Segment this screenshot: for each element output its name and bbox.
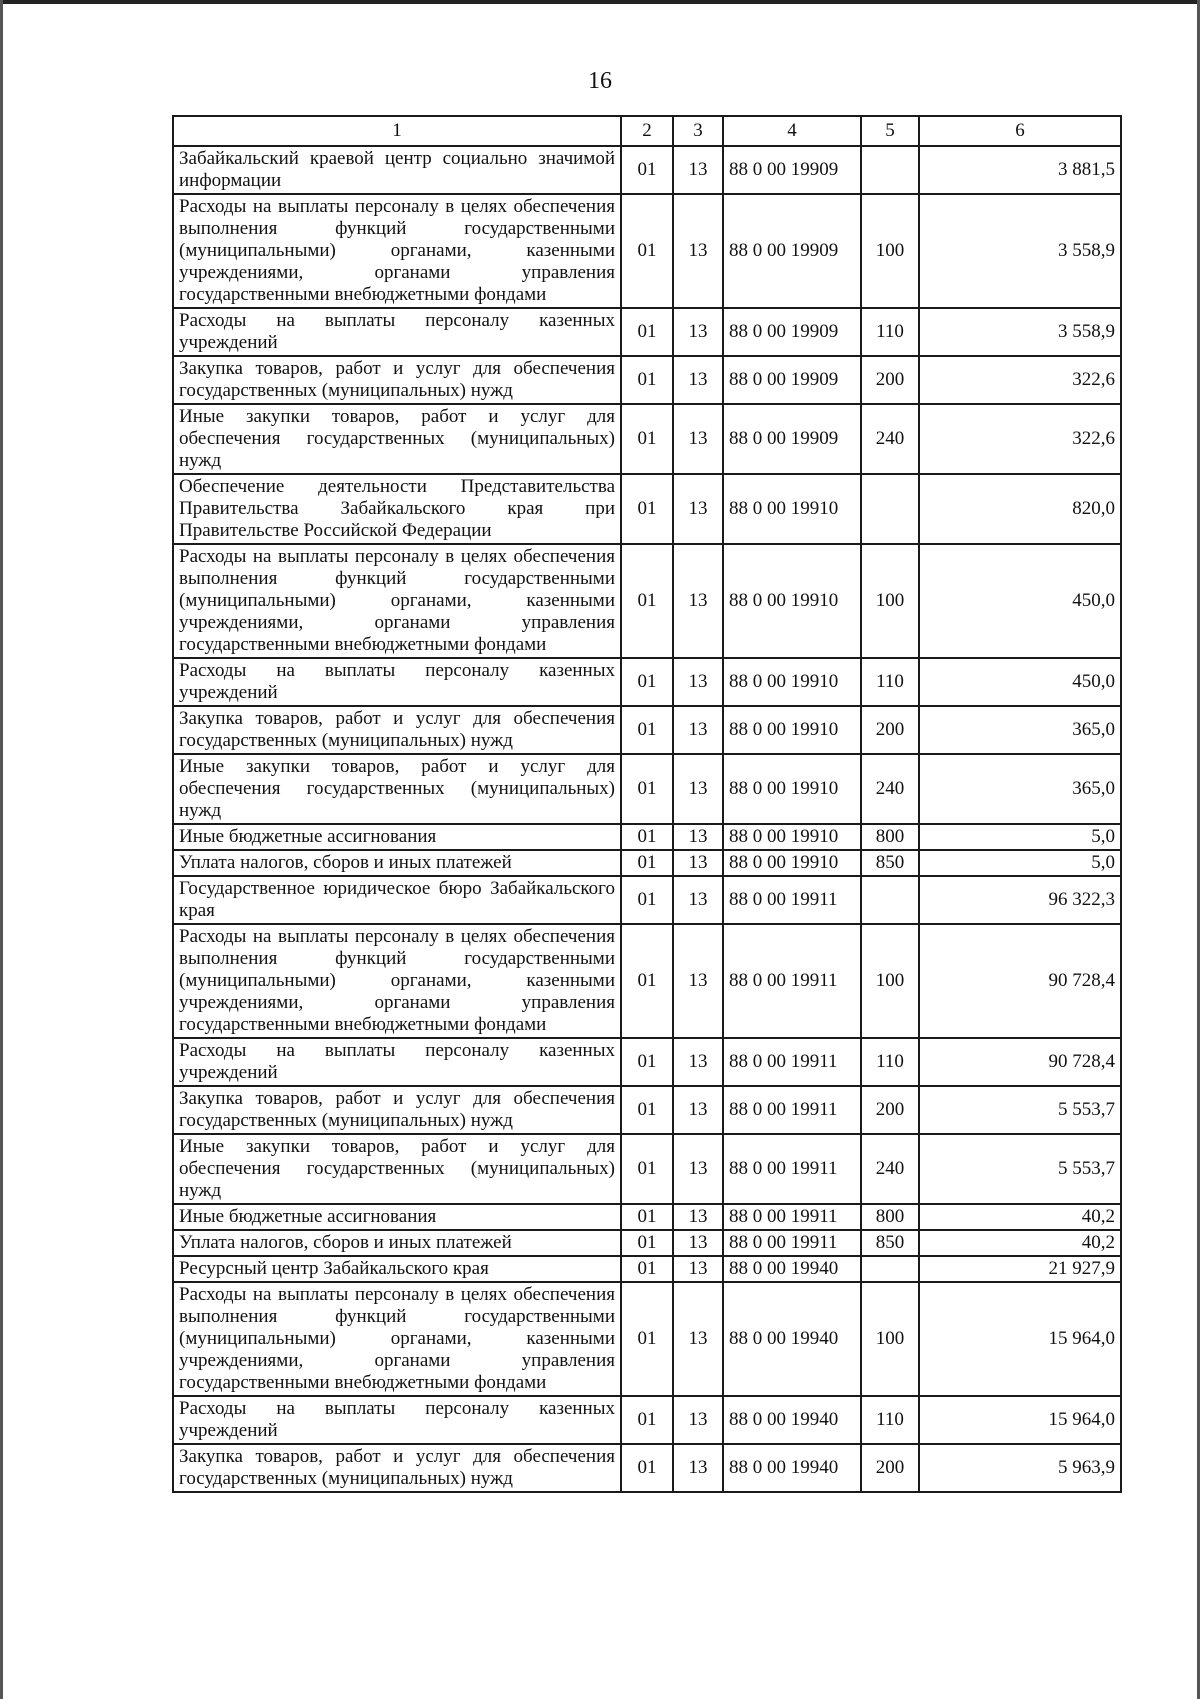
expense-name-cell: Расходы на выплаты персоналу в целях обеспечения выполнения функций государственными (муниципальными) органами, казенными учреждениями, органами управления государственными внебюджетными фондами (173, 1282, 621, 1396)
table-row (173, 1256, 1121, 1282)
subsection-code-cell: 13 (673, 1038, 723, 1086)
subsection-code-cell: 13 (673, 1134, 723, 1204)
amount-cell: 322,6 (919, 356, 1121, 404)
expense-type-cell: 110 (861, 658, 919, 706)
amount-cell: 3 558,9 (919, 308, 1121, 356)
expense-name-cell: Обеспечение деятельности Представительства Правительства Забайкальского края при Правительстве Российской Федерации (173, 474, 621, 544)
section-code-cell: 01 (621, 924, 673, 1038)
expense-name-cell: Уплата налогов, сборов и иных платежей (173, 1230, 621, 1256)
expense-type-cell: 850 (861, 850, 919, 876)
expense-name-cell: Иные закупки товаров, работ и услуг для обеспечения государственных (муниципальных) нужд (173, 754, 621, 824)
section-code-cell: 01 (621, 1086, 673, 1134)
section-code-cell: 01 (621, 1282, 673, 1396)
expense-type-cell (861, 474, 919, 544)
table-row (173, 1086, 1121, 1134)
expense-name-cell: Закупка товаров, работ и услуг для обеспечения государственных (муниципальных) нужд (173, 1444, 621, 1492)
subsection-code-cell: 13 (673, 308, 723, 356)
target-article-cell: 88 0 00 19940 (723, 1444, 861, 1492)
expense-name-cell: Закупка товаров, работ и услуг для обеспечения государственных (муниципальных) нужд (173, 706, 621, 754)
section-code-cell: 01 (621, 1444, 673, 1492)
expense-type-cell: 100 (861, 544, 919, 658)
amount-cell: 15 964,0 (919, 1282, 1121, 1396)
header-row (173, 116, 1121, 146)
table-row (173, 1230, 1121, 1256)
table-row (173, 1038, 1121, 1086)
section-code-cell: 01 (621, 1256, 673, 1282)
amount-cell: 40,2 (919, 1230, 1121, 1256)
column-header: 4 (723, 116, 861, 146)
expense-type-cell: 110 (861, 308, 919, 356)
section-code-cell: 01 (621, 146, 673, 194)
target-article-cell: 88 0 00 19910 (723, 544, 861, 658)
table-row (173, 1282, 1121, 1396)
subsection-code-cell: 13 (673, 194, 723, 308)
target-article-cell: 88 0 00 19909 (723, 146, 861, 194)
amount-cell: 40,2 (919, 1204, 1121, 1230)
target-article-cell: 88 0 00 19910 (723, 474, 861, 544)
table-row (173, 146, 1121, 194)
expense-name-cell: Иные закупки товаров, работ и услуг для обеспечения государственных (муниципальных) нужд (173, 1134, 621, 1204)
table-row (173, 194, 1121, 308)
expense-name-cell: Ресурсный центр Забайкальского края (173, 1256, 621, 1282)
expense-name-cell: Расходы на выплаты персоналу в целях обеспечения выполнения функций государственными (муниципальными) органами, казенными учреждениями, органами управления государственными внебюджетными фондами (173, 194, 621, 308)
section-code-cell: 01 (621, 544, 673, 658)
expense-type-cell: 240 (861, 404, 919, 474)
expense-name-cell: Расходы на выплаты персоналу казенных учреждений (173, 658, 621, 706)
scan-border-left (0, 0, 3, 1699)
expense-type-cell: 240 (861, 754, 919, 824)
expense-name-cell: Расходы на выплаты персоналу казенных учреждений (173, 1396, 621, 1444)
table-row (173, 1396, 1121, 1444)
amount-cell: 5 553,7 (919, 1086, 1121, 1134)
amount-cell: 450,0 (919, 658, 1121, 706)
expense-type-cell: 200 (861, 706, 919, 754)
column-header: 2 (621, 116, 673, 146)
target-article-cell: 88 0 00 19940 (723, 1282, 861, 1396)
target-article-cell: 88 0 00 19940 (723, 1396, 861, 1444)
subsection-code-cell: 13 (673, 1086, 723, 1134)
section-code-cell: 01 (621, 1038, 673, 1086)
subsection-code-cell: 13 (673, 1444, 723, 1492)
target-article-cell: 88 0 00 19911 (723, 924, 861, 1038)
subsection-code-cell: 13 (673, 1230, 723, 1256)
section-code-cell: 01 (621, 474, 673, 544)
expense-type-cell (861, 1256, 919, 1282)
amount-cell: 820,0 (919, 474, 1121, 544)
expense-type-cell: 100 (861, 924, 919, 1038)
expense-type-cell: 100 (861, 194, 919, 308)
table-row (173, 1204, 1121, 1230)
target-article-cell: 88 0 00 19910 (723, 706, 861, 754)
target-article-cell: 88 0 00 19911 (723, 1134, 861, 1204)
expense-name-cell: Иные закупки товаров, работ и услуг для обеспечения государственных (муниципальных) нужд (173, 404, 621, 474)
subsection-code-cell: 13 (673, 356, 723, 404)
subsection-code-cell: 13 (673, 474, 723, 544)
subsection-code-cell: 13 (673, 658, 723, 706)
subsection-code-cell: 13 (673, 544, 723, 658)
target-article-cell: 88 0 00 19911 (723, 1086, 861, 1134)
expense-name-cell: Расходы на выплаты персоналу в целях обеспечения выполнения функций государственными (муниципальными) органами, казенными учреждениями, органами управления государственными внебюджетными фондами (173, 544, 621, 658)
target-article-cell: 88 0 00 19909 (723, 194, 861, 308)
expense-type-cell: 240 (861, 1134, 919, 1204)
table-row (173, 706, 1121, 754)
expense-name-cell: Иные бюджетные ассигнования (173, 1204, 621, 1230)
expense-type-cell: 200 (861, 1086, 919, 1134)
subsection-code-cell: 13 (673, 404, 723, 474)
section-code-cell: 01 (621, 876, 673, 924)
section-code-cell: 01 (621, 404, 673, 474)
amount-cell: 5,0 (919, 850, 1121, 876)
amount-cell: 3 558,9 (919, 194, 1121, 308)
amount-cell: 5 553,7 (919, 1134, 1121, 1204)
subsection-code-cell: 13 (673, 1256, 723, 1282)
amount-cell: 90 728,4 (919, 1038, 1121, 1086)
section-code-cell: 01 (621, 194, 673, 308)
target-article-cell: 88 0 00 19910 (723, 850, 861, 876)
expense-type-cell: 110 (861, 1038, 919, 1086)
table-row (173, 754, 1121, 824)
table-row (173, 924, 1121, 1038)
target-article-cell: 88 0 00 19911 (723, 876, 861, 924)
expense-type-cell: 850 (861, 1230, 919, 1256)
column-header: 3 (673, 116, 723, 146)
subsection-code-cell: 13 (673, 1204, 723, 1230)
amount-cell: 90 728,4 (919, 924, 1121, 1038)
expense-name-cell: Расходы на выплаты персоналу в целях обеспечения выполнения функций государственными (муниципальными) органами, казенными учреждениями, органами управления государственными внебюджетными фондами (173, 924, 621, 1038)
target-article-cell: 88 0 00 19909 (723, 308, 861, 356)
expense-type-cell: 110 (861, 1396, 919, 1444)
section-code-cell: 01 (621, 706, 673, 754)
target-article-cell: 88 0 00 19940 (723, 1256, 861, 1282)
target-article-cell: 88 0 00 19911 (723, 1204, 861, 1230)
table-header (173, 116, 1121, 146)
expense-type-cell: 200 (861, 356, 919, 404)
section-code-cell: 01 (621, 754, 673, 824)
table-row (173, 404, 1121, 474)
expense-name-cell: Иные бюджетные ассигнования (173, 824, 621, 850)
expense-type-cell (861, 146, 919, 194)
target-article-cell: 88 0 00 19910 (723, 824, 861, 850)
target-article-cell: 88 0 00 19910 (723, 754, 861, 824)
expense-type-cell: 100 (861, 1282, 919, 1396)
expense-name-cell: Закупка товаров, работ и услуг для обеспечения государственных (муниципальных) нужд (173, 1086, 621, 1134)
section-code-cell: 01 (621, 1204, 673, 1230)
subsection-code-cell: 13 (673, 1396, 723, 1444)
expense-name-cell: Расходы на выплаты персоналу казенных учреждений (173, 308, 621, 356)
amount-cell: 5 963,9 (919, 1444, 1121, 1492)
table-row (173, 876, 1121, 924)
expense-type-cell: 800 (861, 824, 919, 850)
budget-table (172, 115, 1122, 1493)
section-code-cell: 01 (621, 1230, 673, 1256)
section-code-cell: 01 (621, 824, 673, 850)
section-code-cell: 01 (621, 850, 673, 876)
amount-cell: 450,0 (919, 544, 1121, 658)
target-article-cell: 88 0 00 19910 (723, 658, 861, 706)
table-row (173, 850, 1121, 876)
expense-type-cell: 200 (861, 1444, 919, 1492)
subsection-code-cell: 13 (673, 754, 723, 824)
amount-cell: 21 927,9 (919, 1256, 1121, 1282)
subsection-code-cell: 13 (673, 876, 723, 924)
target-article-cell: 88 0 00 19909 (723, 356, 861, 404)
table-row (173, 474, 1121, 544)
expense-name-cell: Закупка товаров, работ и услуг для обеспечения государственных (муниципальных) нужд (173, 356, 621, 404)
amount-cell: 365,0 (919, 754, 1121, 824)
section-code-cell: 01 (621, 1396, 673, 1444)
table-row (173, 824, 1121, 850)
section-code-cell: 01 (621, 658, 673, 706)
table-row (173, 356, 1121, 404)
table-row (173, 658, 1121, 706)
target-article-cell: 88 0 00 19911 (723, 1038, 861, 1086)
section-code-cell: 01 (621, 1134, 673, 1204)
expense-name-cell: Государственное юридическое бюро Забайкальского края (173, 876, 621, 924)
section-code-cell: 01 (621, 308, 673, 356)
column-header: 5 (861, 116, 919, 146)
target-article-cell: 88 0 00 19911 (723, 1230, 861, 1256)
subsection-code-cell: 13 (673, 146, 723, 194)
subsection-code-cell: 13 (673, 1282, 723, 1396)
subsection-code-cell: 13 (673, 924, 723, 1038)
expense-name-cell: Забайкальский краевой центр социально значимой информации (173, 146, 621, 194)
table-row (173, 1134, 1121, 1204)
expense-type-cell (861, 876, 919, 924)
amount-cell: 365,0 (919, 706, 1121, 754)
table-row (173, 544, 1121, 658)
expense-type-cell: 800 (861, 1204, 919, 1230)
expense-name-cell: Расходы на выплаты персоналу казенных учреждений (173, 1038, 621, 1086)
column-header: 6 (919, 116, 1121, 146)
amount-cell: 322,6 (919, 404, 1121, 474)
scan-border-top (0, 0, 1200, 4)
section-code-cell: 01 (621, 356, 673, 404)
subsection-code-cell: 13 (673, 824, 723, 850)
expense-name-cell: Уплата налогов, сборов и иных платежей (173, 850, 621, 876)
subsection-code-cell: 13 (673, 706, 723, 754)
amount-cell: 3 881,5 (919, 146, 1121, 194)
table-row (173, 308, 1121, 356)
target-article-cell: 88 0 00 19909 (723, 404, 861, 474)
amount-cell: 5,0 (919, 824, 1121, 850)
page-number: 16 (588, 68, 612, 94)
amount-cell: 15 964,0 (919, 1396, 1121, 1444)
table-row (173, 1444, 1121, 1492)
column-header: 1 (173, 116, 621, 146)
table-body (173, 146, 1121, 1492)
amount-cell: 96 322,3 (919, 876, 1121, 924)
subsection-code-cell: 13 (673, 850, 723, 876)
